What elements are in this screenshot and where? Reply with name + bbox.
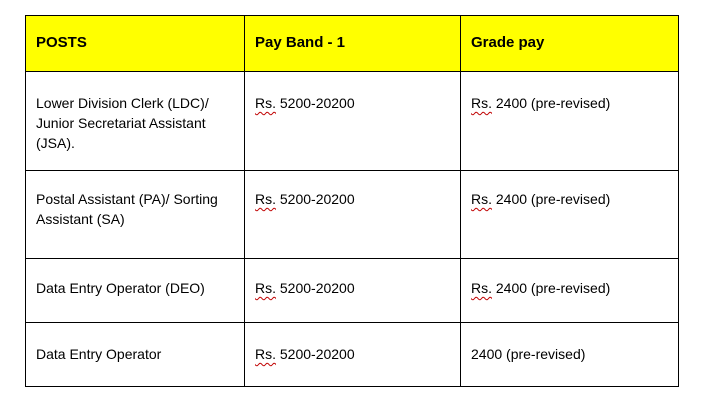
grade-pay-cell <box>461 323 679 387</box>
currency-prefix: Rs. <box>471 95 492 111</box>
table-row <box>26 259 679 323</box>
grade-pay-text <box>461 171 678 209</box>
table-row <box>26 323 679 387</box>
header-label: POSTS <box>36 34 87 51</box>
currency-prefix: Rs. <box>255 191 276 207</box>
pay-band-text <box>245 171 460 209</box>
header-label: Pay Band - 1 <box>255 34 346 51</box>
post-name: Postal Assistant (PA)/ Sorting Assistant (SA) <box>36 191 218 227</box>
pay-band-value: 5200-20200 <box>276 191 355 207</box>
grade-pay-text <box>461 323 678 364</box>
post-cell <box>26 259 245 323</box>
pay-band-cell <box>245 259 461 323</box>
header-label: Grade pay <box>471 34 545 51</box>
pay-band-cell <box>245 323 461 387</box>
pay-band-cell <box>245 171 461 259</box>
currency-prefix: Rs. <box>255 346 276 362</box>
table-row <box>26 171 679 259</box>
pay-band-value: 5200-20200 <box>276 346 355 362</box>
post-name: Lower Division Clerk (LDC)/ Junior Secretariat Assistant (JSA). <box>36 95 209 151</box>
grade-pay-value: 2400 (pre-revised) <box>492 95 611 111</box>
pay-band-text <box>245 259 460 298</box>
grade-pay-cell <box>461 72 679 171</box>
grade-pay-text <box>461 72 678 113</box>
post-cell <box>26 72 245 171</box>
pay-band-text <box>245 323 460 364</box>
post-cell <box>26 323 245 387</box>
currency-prefix: Rs. <box>255 95 276 111</box>
header-pay-band <box>245 16 461 72</box>
pay-band-value: 5200-20200 <box>276 280 355 296</box>
currency-prefix: Rs. <box>471 280 492 296</box>
pay-scale-table <box>25 15 679 387</box>
currency-prefix: Rs. <box>255 280 276 296</box>
header-posts <box>26 16 245 72</box>
currency-prefix: Rs. <box>471 191 492 207</box>
grade-pay-cell <box>461 259 679 323</box>
grade-pay-value: 2400 (pre-revised) <box>492 280 611 296</box>
header-grade-pay <box>461 16 679 72</box>
grade-pay-value: 2400 (pre-revised) <box>471 346 586 362</box>
post-cell <box>26 171 245 259</box>
pay-band-cell <box>245 72 461 171</box>
grade-pay-text <box>461 259 678 298</box>
post-name: Data Entry Operator (DEO) <box>36 280 205 296</box>
table-header-row <box>26 16 679 72</box>
grade-pay-value: 2400 (pre-revised) <box>492 191 611 207</box>
table-row <box>26 72 679 171</box>
grade-pay-cell <box>461 171 679 259</box>
pay-band-value: 5200-20200 <box>276 95 355 111</box>
pay-band-text <box>245 72 460 113</box>
post-name: Data Entry Operator <box>36 346 162 362</box>
